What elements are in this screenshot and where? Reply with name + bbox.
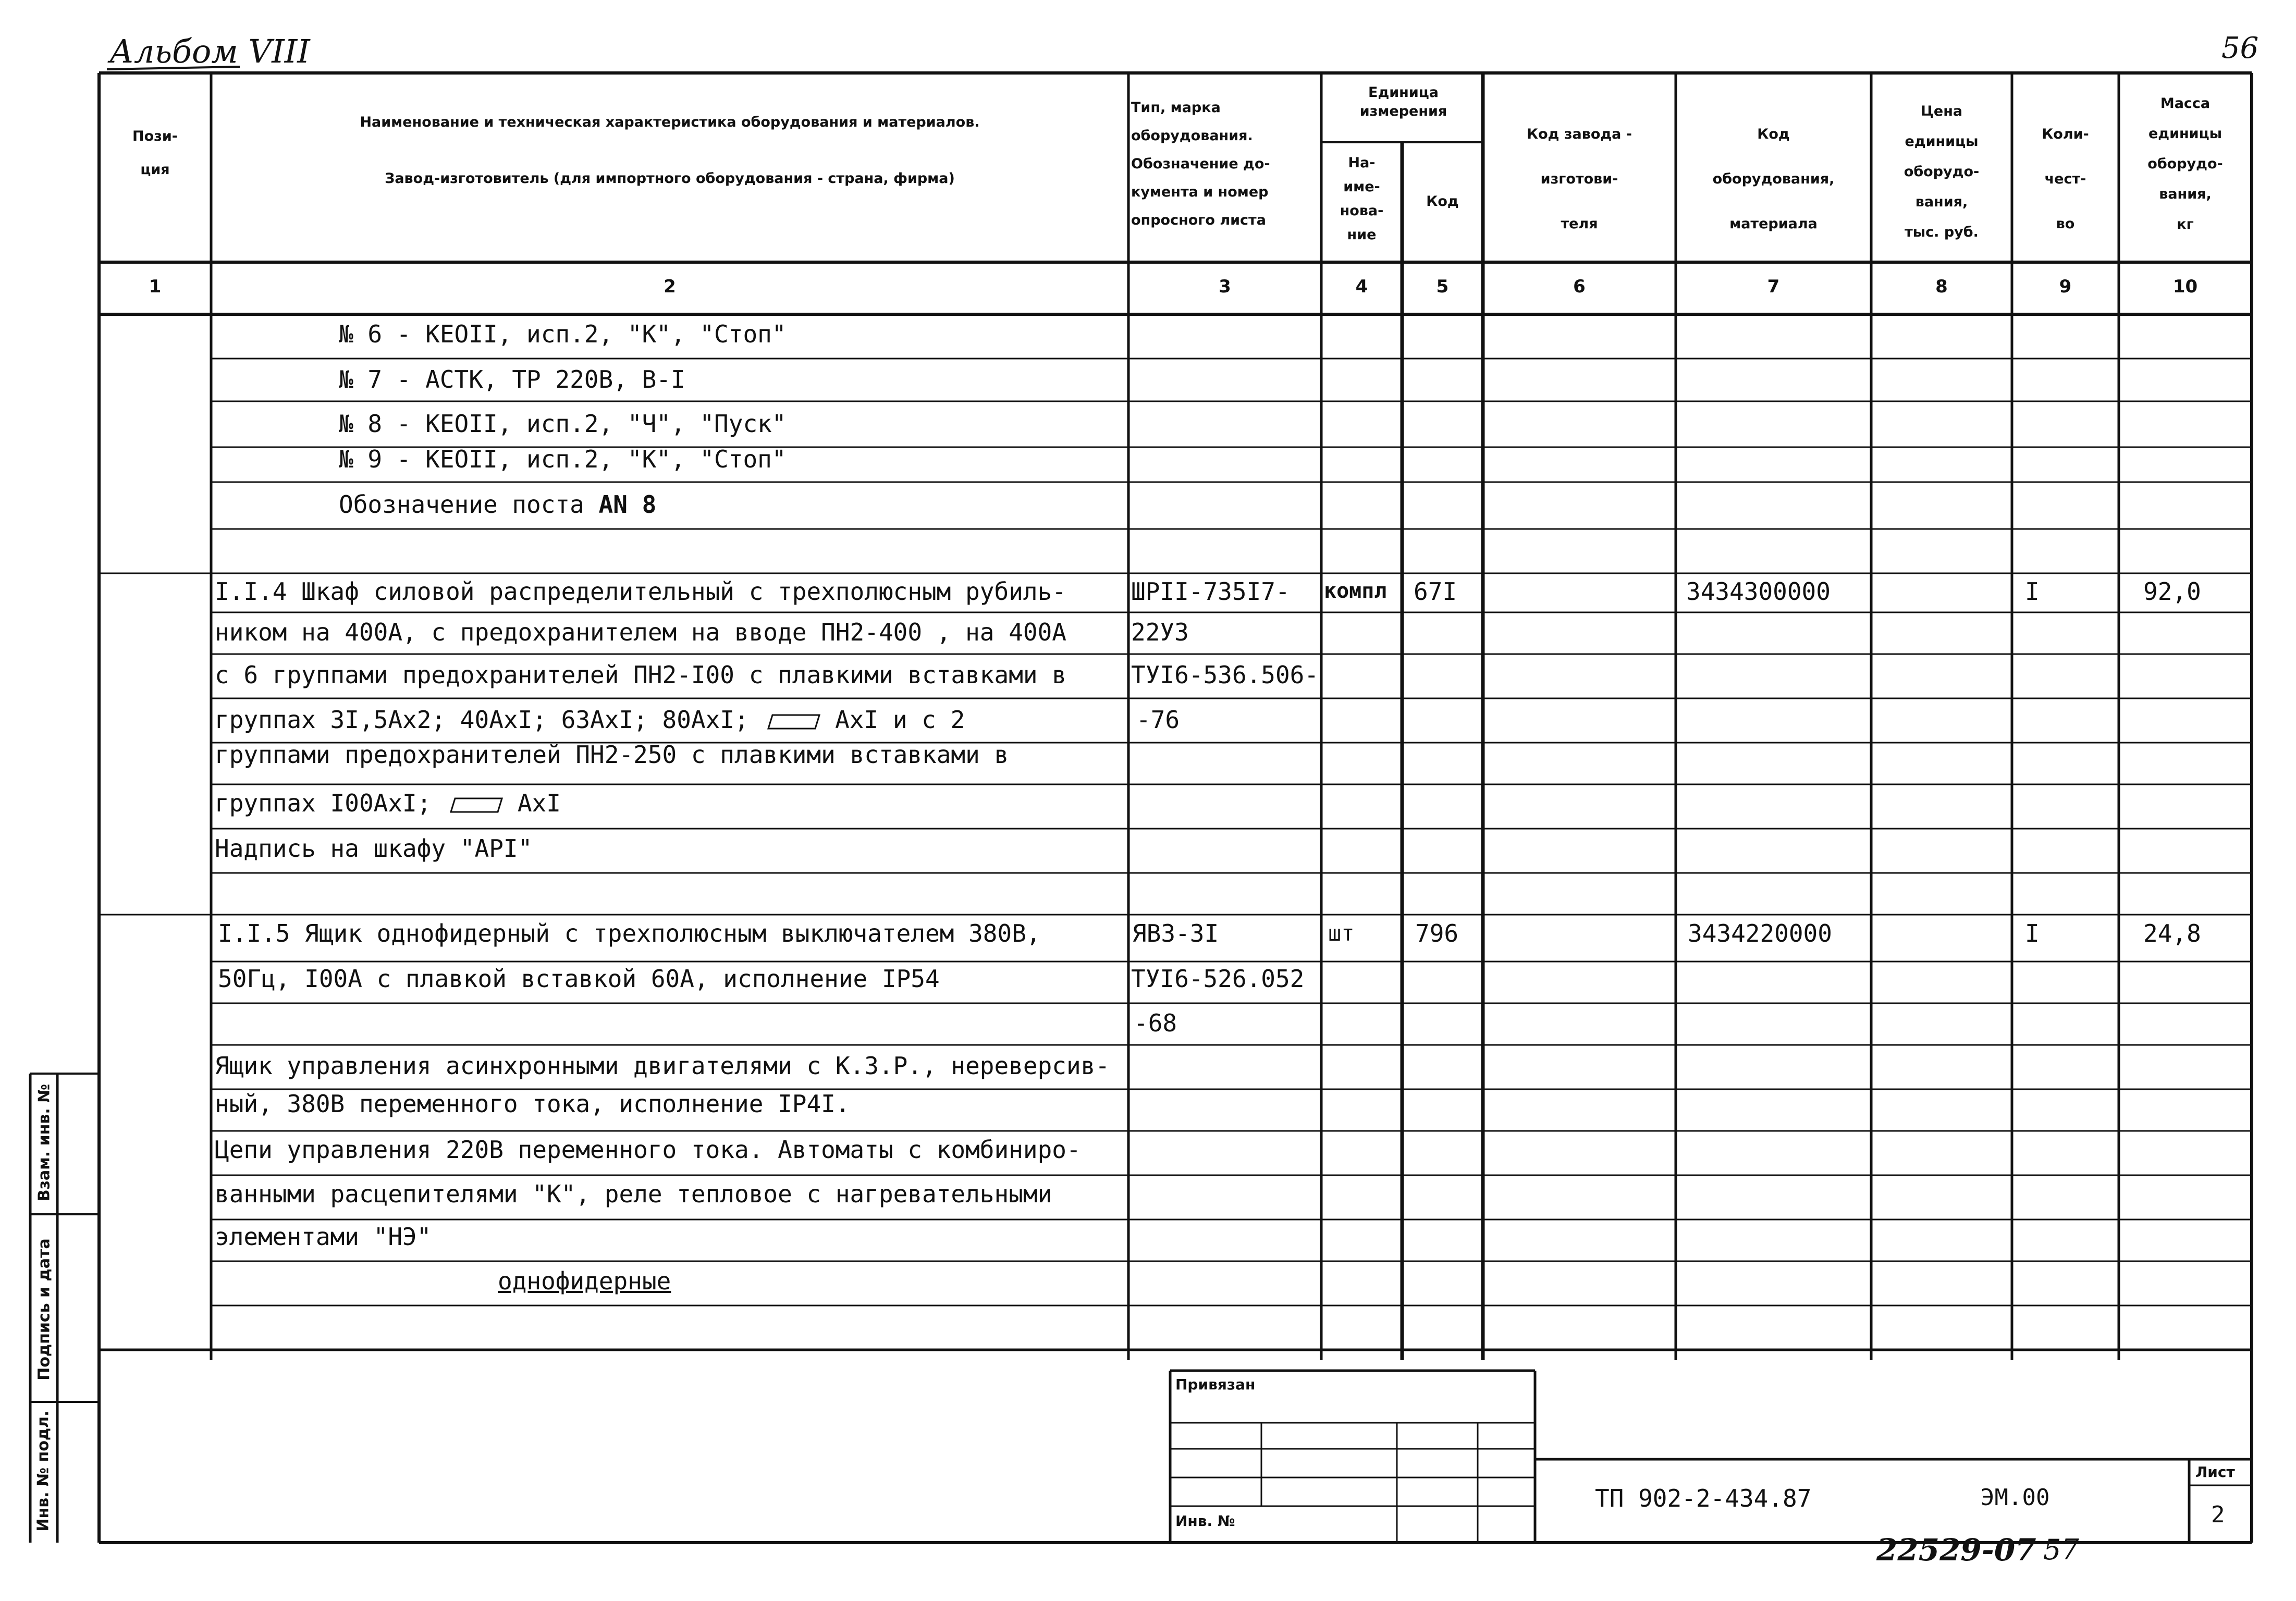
- album-title: Альбом VIII: [109, 32, 310, 70]
- header-type-line: оборудования.: [1131, 128, 1253, 144]
- post-label: Обозначение поста: [339, 490, 584, 519]
- section-subheading: однофидерные: [498, 1267, 671, 1295]
- fuse-groups-text: группах 3I,5Ах2; 40АхI; 63АхI; 80АхI;: [215, 706, 749, 734]
- column-number: 1: [149, 276, 162, 297]
- control-box-description: Ящик управления асинхронными двигателями с К.З.Р., нереверсив-: [215, 1052, 1110, 1080]
- fuse-groups-text-end: АхI и с 2: [835, 706, 965, 734]
- control-box-description: ванными расцепителями "К", реле тепловое с нагревательными: [215, 1180, 1052, 1208]
- header-type-line: кумента и номер: [1131, 184, 1269, 200]
- header-equipment-code-line: материала: [1729, 216, 1818, 232]
- item-equipment-code: 3434300000: [1686, 577, 1831, 606]
- header-mass-line: вания,: [2159, 186, 2212, 202]
- item-unit-code: 796: [1415, 919, 1459, 947]
- item-type: ТУI6-526.052: [1131, 965, 1305, 993]
- archive-number: 22529-07: [1876, 1532, 2036, 1568]
- table-row: № 6 - КЕОII, исп.2, "К", "Стоп": [339, 320, 787, 348]
- column-number: 8: [1935, 276, 1948, 297]
- column-number: 9: [2059, 276, 2072, 297]
- stamp-list-number: 2: [2211, 1501, 2225, 1528]
- stamp-doc-code: ТП 902-2-434.87: [1595, 1484, 1812, 1512]
- item-equipment-code: 3434220000: [1688, 919, 1832, 947]
- header-equipment-code: [1676, 112, 1871, 247]
- side-label-vzam: Взам. инв. №: [35, 1083, 54, 1202]
- header-unit-name: [1321, 151, 1402, 247]
- stamp-list-label: Лист: [2195, 1463, 2235, 1481]
- table-row: № 8 - КЕОII, исп.2, "Ч", "Пуск": [339, 410, 787, 438]
- header-name-line2: Завод-изготовитель (для импортного оборудования - страна, фирма): [385, 170, 955, 187]
- item-unit: шт: [1328, 920, 1355, 946]
- item-type: ЯВ3-3I: [1132, 919, 1219, 947]
- blank-fuse-box: [446, 797, 503, 813]
- header-type-line: опросного листа: [1131, 212, 1266, 228]
- header-name-line1: Наименование и техническая характеристика оборудования и материалов.: [360, 114, 980, 130]
- header-mass: [2119, 89, 2252, 240]
- page-number: 56: [2221, 31, 2259, 65]
- header-price: [1871, 96, 2012, 248]
- header-mass-line: единицы: [2148, 126, 2223, 142]
- archive-page: 57: [2043, 1533, 2079, 1566]
- table-row: № 7 - АСТК, ТР 220В, В-I: [339, 365, 685, 393]
- control-box-description: элементами "НЭ": [215, 1223, 432, 1251]
- side-label-inv-podl: Инв. № подл.: [34, 1410, 53, 1532]
- header-type-line: Тип, марка: [1131, 100, 1221, 116]
- column-number: 2: [664, 276, 676, 297]
- header-maker-code-line: изготови-: [1540, 171, 1618, 187]
- header-price-line: оборудо-: [1904, 164, 1980, 180]
- item-type: ТУI6-536.506-: [1131, 661, 1319, 689]
- item-unit-code: 67I: [1414, 577, 1457, 606]
- header-equipment-code-line: оборудования,: [1712, 171, 1835, 187]
- header-type: [1131, 94, 1321, 235]
- header-price-line: Цена: [1920, 103, 1963, 119]
- column-number: 10: [2172, 276, 2198, 297]
- header-maker-code-line: теля: [1561, 216, 1598, 232]
- header-unit-name-line: На-: [1348, 155, 1376, 171]
- item-type: ШРII-735I7-: [1131, 577, 1290, 606]
- header-quantity-line: Коли-: [2042, 126, 2089, 142]
- header-type-line: Обозначение до-: [1131, 156, 1270, 172]
- header-mass-line: кг: [2177, 216, 2194, 232]
- header-price-line: тыс. руб.: [1905, 224, 1979, 240]
- side-label-podpis: Подпись и дата: [35, 1238, 54, 1381]
- item-type: -76: [1136, 706, 1180, 734]
- header-equipment-code-line: Код: [1757, 126, 1790, 142]
- item-description: группами предохранителей ПН2-250 с плавкими вставками в: [215, 741, 1009, 769]
- control-box-description: ный, 380В переменного тока, исполнение IР4I.: [215, 1090, 850, 1118]
- header-position: Пози- ция: [132, 128, 178, 178]
- header-unit-name-line: нова-: [1340, 203, 1384, 219]
- blank-fuse-box: [763, 714, 820, 730]
- item-description: I.I.4 Шкаф силовой распределительный с трехполюсным рубиль-: [215, 577, 1066, 606]
- item-mass: 24,8: [2143, 919, 2201, 947]
- item-unit: компл: [1324, 579, 1387, 603]
- item-description: 50Гц, I00А с плавкой вставкой 60А, исполнение IР54: [218, 965, 940, 993]
- column-number: 3: [1219, 276, 1231, 297]
- item-quantity: I: [2025, 577, 2040, 606]
- item-mass: 92,0: [2143, 577, 2201, 606]
- column-number: 6: [1573, 276, 1586, 297]
- item-type: -68: [1134, 1009, 1177, 1037]
- header-quantity-line: во: [2056, 216, 2075, 232]
- column-number: 5: [1436, 276, 1449, 297]
- stamp-privyazan: Привязан: [1175, 1376, 1256, 1393]
- column-number: 4: [1355, 276, 1368, 297]
- fuse-groups-text: группах I00АхI;: [215, 789, 432, 817]
- header-unit-code: Код: [1426, 193, 1459, 210]
- column-number: 7: [1767, 276, 1780, 297]
- header-unit-name-line: ние: [1347, 227, 1377, 243]
- header-maker-code-line: Код завода -: [1527, 126, 1632, 142]
- item-description: ником на 400А, с предохранителем на вводе ПН2-400 , на 400А: [215, 618, 1066, 646]
- header-price-line: вания,: [1915, 194, 1968, 210]
- table-row: [339, 490, 657, 519]
- item-description: Надпись на шкафу "АРI": [215, 834, 533, 863]
- item-description: [215, 708, 965, 732]
- header-quantity-line: чест-: [2044, 171, 2086, 187]
- control-box-description: Цепи управления 220В переменного тока. Автоматы с комбиниро-: [215, 1136, 1081, 1164]
- stamp-inv-no: Инв. №: [1175, 1512, 1235, 1530]
- header-price-line: единицы: [1905, 133, 1979, 150]
- item-description: с 6 группами предохранителей ПН2-I00 с плавкими вставками в: [215, 661, 1066, 689]
- header-maker-code: [1483, 112, 1676, 247]
- post-mark: AN 8: [598, 490, 657, 519]
- item-description: I.I.5 Ящик однофидерный с трехполюсным выключателем 380В,: [218, 919, 1041, 947]
- item-description: [215, 791, 561, 815]
- item-quantity: I: [2025, 919, 2040, 947]
- header-unit-name-line: име-: [1343, 179, 1380, 195]
- item-type: 22У3: [1131, 618, 1189, 646]
- fuse-groups-text-end: АхI: [517, 789, 561, 817]
- header-quantity: [2012, 112, 2119, 247]
- table-row: № 9 - КЕОII, исп.2, "К", "Стоп": [339, 445, 787, 473]
- header-mass-line: Масса: [2160, 95, 2211, 112]
- header-mass-line: оборудо-: [2147, 156, 2223, 172]
- stamp-mark: ЭМ.00: [1981, 1484, 2050, 1511]
- header-unit: Единица измерения: [1359, 84, 1447, 119]
